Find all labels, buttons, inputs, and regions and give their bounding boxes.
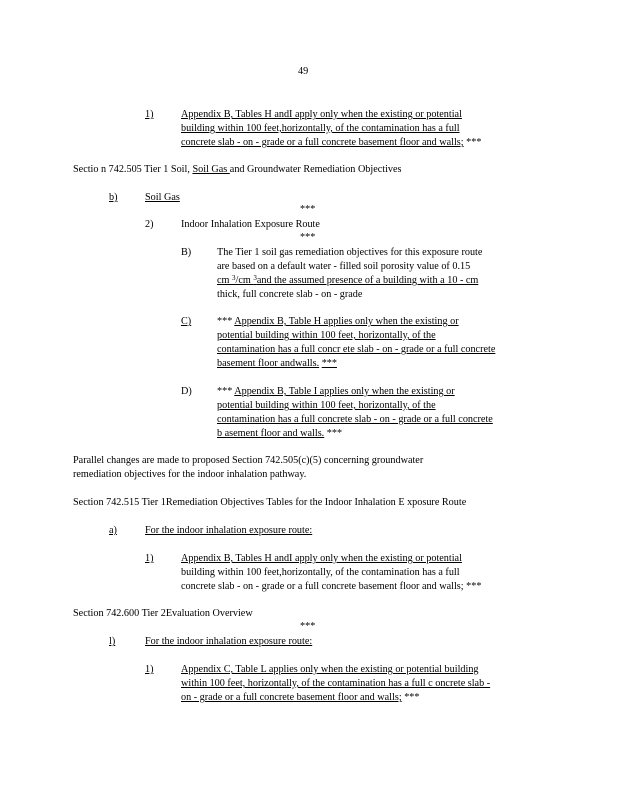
text-line: are based on a default water - filled soil porosity value of 0.15 (217, 261, 471, 272)
text-line-content: basement floor andwalls. (217, 358, 320, 369)
unit-cm: cm (217, 275, 232, 286)
omission-stars: *** (404, 692, 420, 703)
superscript: 3 (232, 274, 236, 282)
text-line-content: Appendix B, Table I applies only when the existing or (234, 386, 455, 397)
text-line-content: and the assumed presence of a building with a 10 - cm (256, 275, 479, 286)
item-number: 1) (145, 109, 154, 120)
omission-stars: *** (300, 621, 316, 632)
text-line: The Tier 1 soil gas remediation objectives for this exposure route (217, 247, 483, 258)
text-line-content: thick, full concrete slab - on - grade (217, 289, 363, 300)
superscript: 3 (253, 274, 257, 282)
text-line-content: on - grade or a full concrete basement floor and walls; (181, 692, 402, 703)
section-heading: Section 742.600 Tier 2Evaluation Overview (73, 608, 253, 619)
item-label: B) (181, 247, 192, 258)
text-line: contamination has a full concrete slab - on - grade or a full concrete (217, 414, 493, 425)
section-heading-start: Sectio n 742.505 Tier 1 Soil, (73, 164, 193, 175)
omission-stars: *** (466, 581, 482, 592)
omission-stars: *** (466, 137, 482, 148)
text-line (181, 137, 481, 149)
item-number: 2) (145, 219, 154, 230)
text-line-content: concrete slab - on - grade or a full concrete basement floor and walls; (181, 137, 464, 148)
item-number: 1) (145, 664, 154, 675)
unit-cm: /cm (235, 275, 254, 286)
text-line-content: concrete slab - on - grade or a full concrete basement floor and walls; (181, 581, 464, 592)
subsection-title: Soil Gas (145, 192, 180, 203)
text-line (217, 275, 478, 287)
text-line (181, 581, 481, 593)
section-heading-rest: and Groundwater Remediation Objectives (229, 164, 402, 175)
text-line (217, 316, 459, 328)
text-line: potential building within 100 feet, horizontally, of the (217, 330, 436, 341)
subsection-label: a) (109, 525, 117, 536)
subsection-title: For the indoor inhalation exposure route: (145, 525, 313, 536)
section-heading-inserted: Soil Gas (192, 164, 230, 175)
text-line: within 100 feet, horizontally, of the contamination has a full c oncrete slab - (181, 678, 491, 689)
omission-stars: *** (321, 358, 337, 369)
paragraph-line: remediation objectives for the indoor inhalation pathway. (73, 469, 307, 480)
text-line: Appendix B, Tables H andI apply only when the existing or potential (181, 109, 462, 120)
omission-stars: *** (300, 204, 316, 215)
item-title: Indoor Inhalation Exposure Route (181, 219, 320, 230)
section-heading: Section 742.515 Tier 1Remediation Objectives Tables for the Indoor Inhalation E xposure Route (73, 497, 467, 508)
item-number: 1) (145, 553, 154, 564)
section-heading (73, 164, 402, 176)
omission-stars: *** (324, 428, 343, 439)
text-line (181, 692, 419, 704)
text-line: Appendix C, Table L applies only when the existing or potential building (181, 664, 479, 675)
paragraph-line: Parallel changes are made to proposed Section 742.505(c)(5) concerning groundwater (73, 455, 424, 466)
text-line: potential building within 100 feet, horizontally, of the (217, 400, 436, 411)
item-label: D) (181, 386, 192, 397)
item-label: C) (181, 316, 192, 327)
omission-stars: *** (217, 386, 235, 397)
text-line (217, 428, 342, 440)
omission-stars: *** (300, 232, 316, 243)
text-line-content: Appendix B, Table H applies only when the existing or (234, 316, 459, 327)
text-line (217, 289, 362, 301)
text-line: Appendix B, Tables H andI apply only when the existing or potential (181, 553, 462, 564)
text-line: contamination has a full concr ete slab - on - grade or a full concrete (217, 344, 496, 355)
text-line: building within 100 feet,horizontally, of the contamination has a full (181, 567, 460, 578)
page-number: 49 (298, 66, 309, 77)
omission-stars: *** (217, 316, 235, 327)
text-line: building within 100 feet,horizontally, of the contamination has a full (181, 123, 460, 134)
subsection-label: l) (109, 636, 116, 647)
subsection-title: For the indoor inhalation exposure route: (145, 636, 313, 647)
text-line (217, 386, 455, 398)
text-line (217, 358, 337, 370)
text-line-content: b asement floor and walls. (217, 428, 325, 439)
subsection-label: b) (109, 192, 118, 203)
